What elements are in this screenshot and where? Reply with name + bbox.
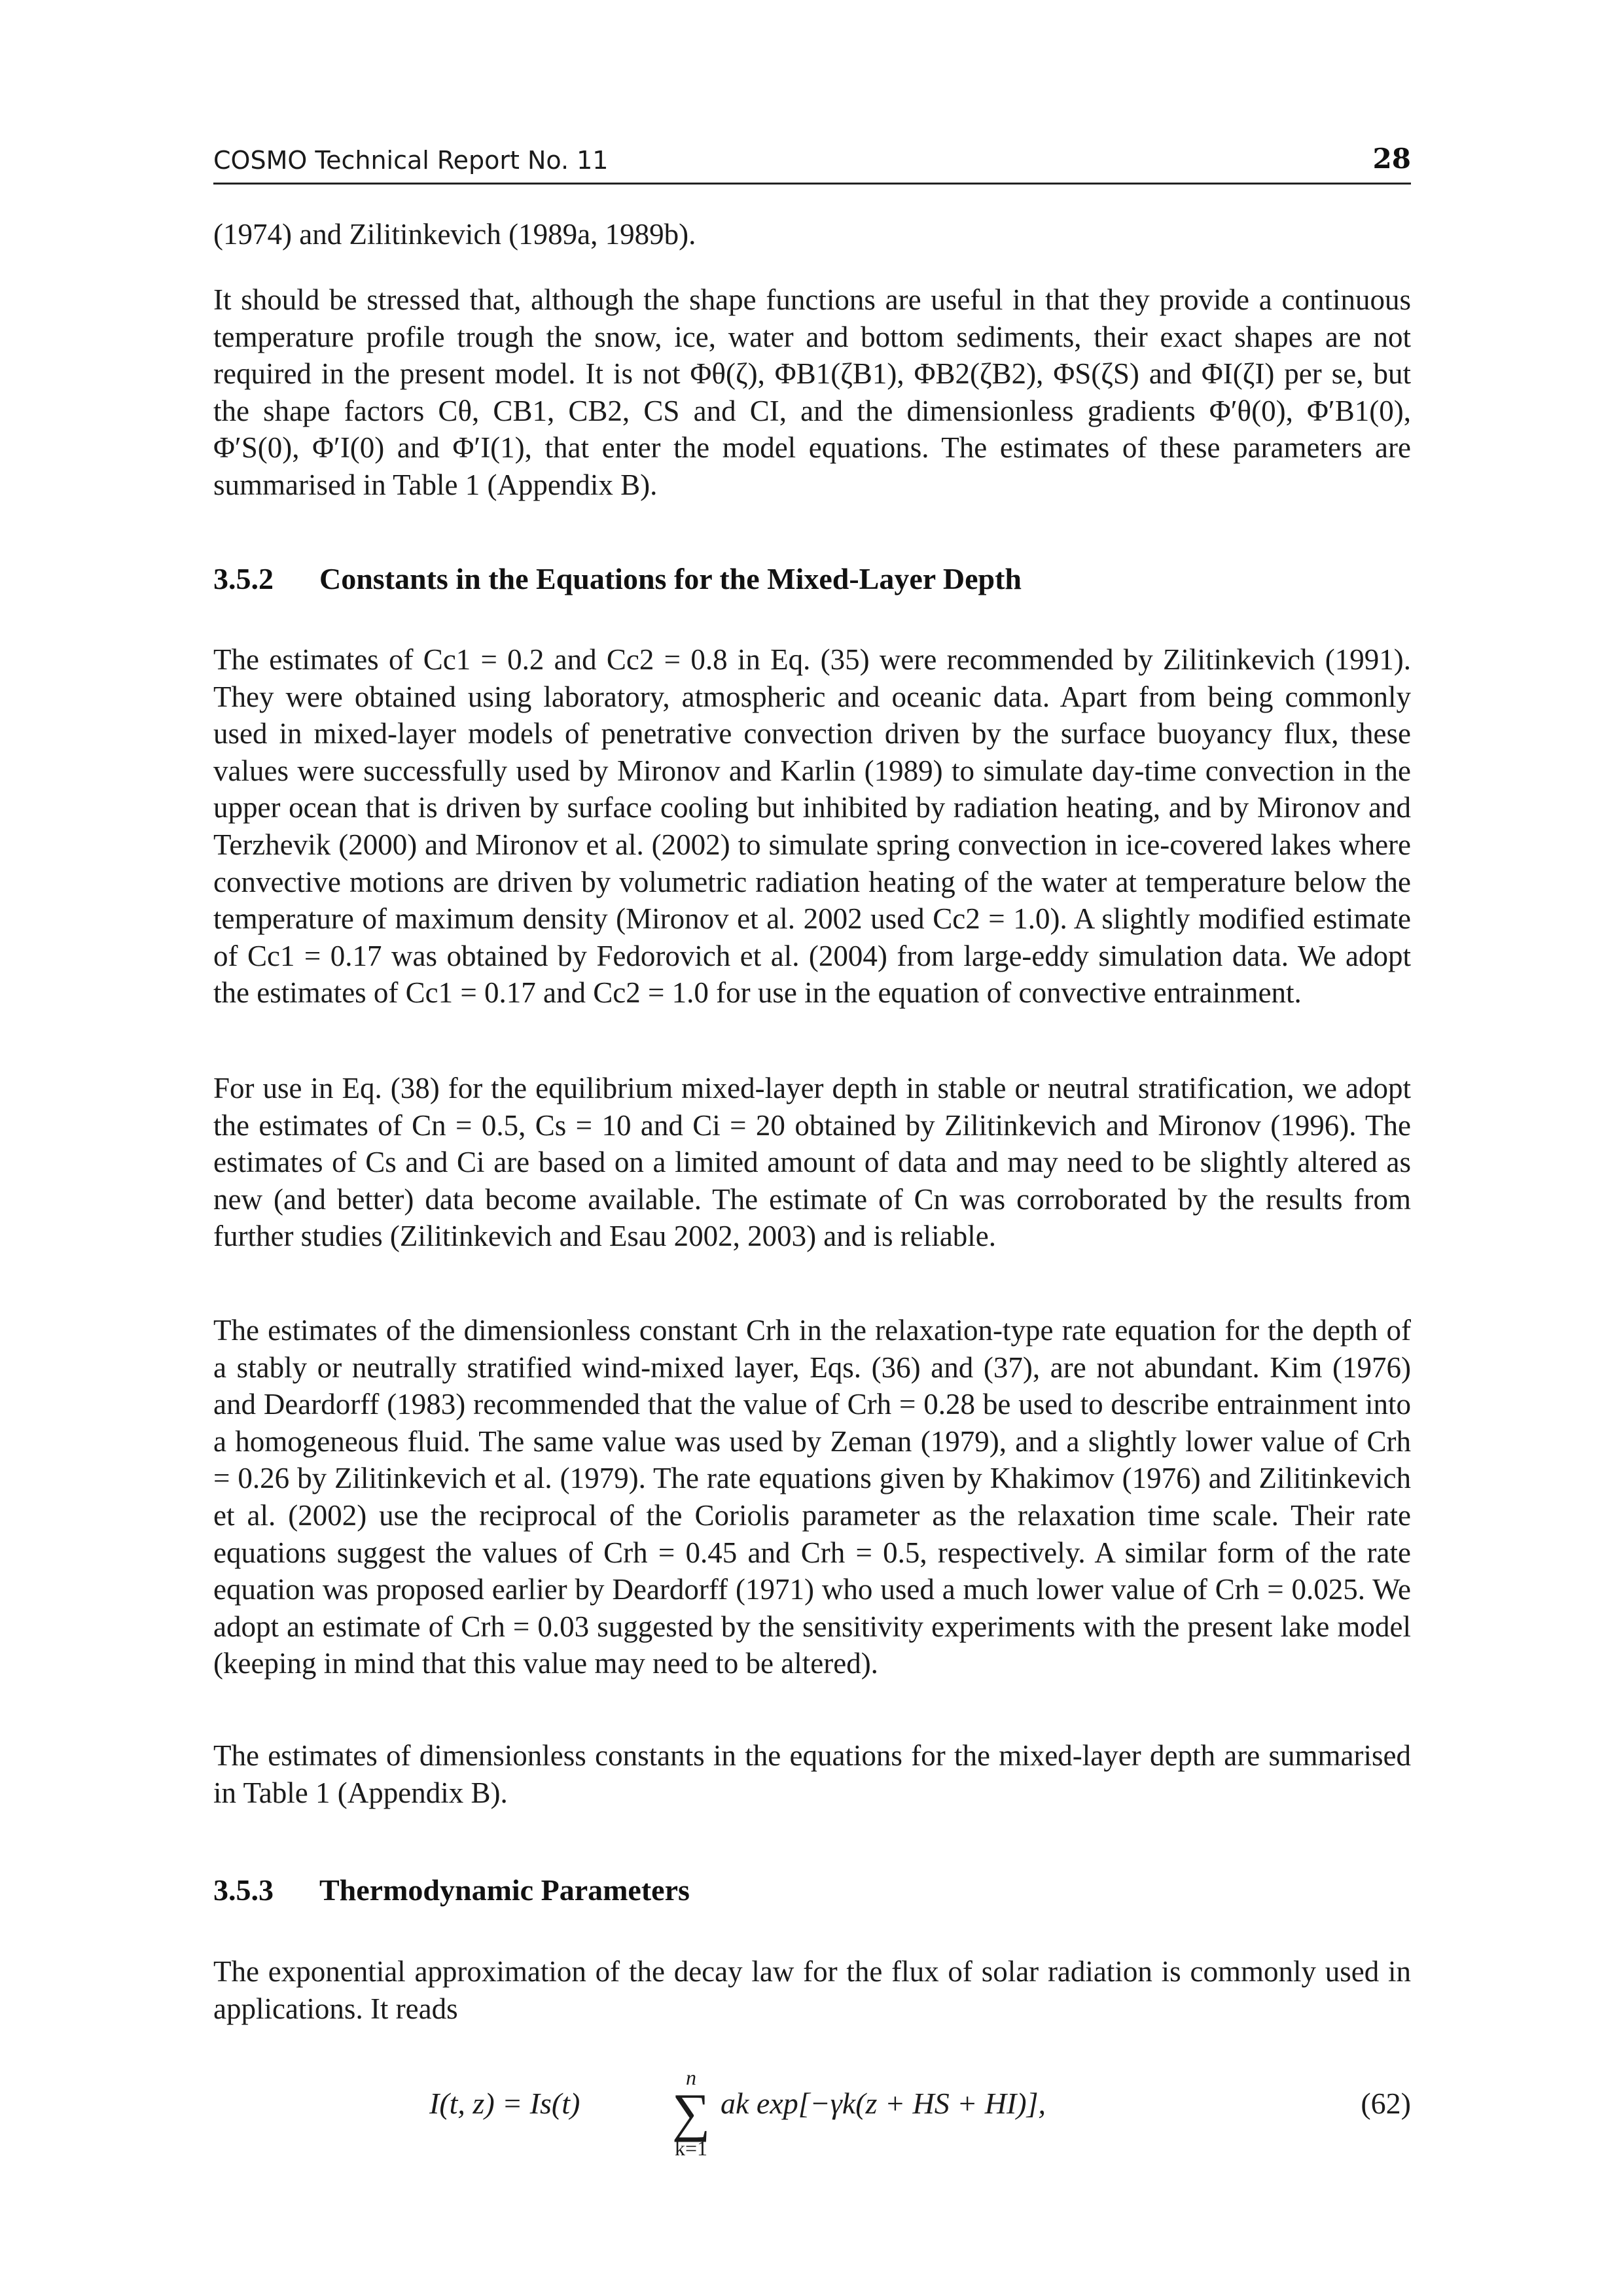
page-number: 28	[1372, 143, 1411, 175]
equation-number: (62)	[1361, 2087, 1411, 2120]
paragraph-1-text: (1974) and Zilitinkevich (1989a, 1989b).	[213, 218, 696, 251]
section-title: Thermodynamic Parameters	[319, 1873, 690, 1907]
paragraph-5	[213, 1312, 1411, 1682]
section-number: 3.5.2	[213, 562, 274, 595]
summation-upper-limit: n	[686, 2066, 696, 2089]
paragraph-2-text: It should be stressed that, although the shape functions are useful in that they provide a continuous temperature profile trough the snow, ice, water and bottom sediments, their exact shapes are not required in the present model. It is not Φθ(ζ), ΦB1(ζB1), ΦB2(ζB2), ΦS(ζS) and ΦI(ζI) per se, but the shape factors Cθ, CB1, CB2, CS and CI, and the dimensionless gradients Φ′θ(0), Φ′B1(0), Φ′S(0), Φ′I(0) and Φ′I(1), that enter the model equations. The estimates of these parameters are summarised in Table 1 (Appendix B).	[213, 283, 1411, 501]
paragraph-3	[213, 641, 1411, 1012]
equation-lhs: I(t, z) = Is(t)	[429, 2087, 580, 2120]
paragraph-5-text: The estimates of the dimensionless constant Crh in the relaxation-type rate equation for the depth of a stably or neutrally stratified wind-mixed layer, Eqs. (36) and (37), are not abundant. Kim (1976) and Deardorff (1983) recommended that the value of Crh = 0.28 be used to describe entrainment into a homogeneous fluid. The same value was used by Zeman (1979), and a slightly lower value of Crh = 0.26 by Zilitinkevich et al. (1979). The rate equations given by Khakimov (1976) and Zilitinkevich et al. (2002) use the reciprocal of the Coriolis parameter as the relaxation time scale. Their rate equations suggest the values of Crh = 0.45 and Crh = 0.5, respectively. A similar form of the rate equation was proposed earlier by Deardorff (1971) who used a much lower value of Crh = 0.025. We adopt an estimate of Crh = 0.03 suggested by the sensitivity experiments with the present lake model (keeping in mind that this value may need to be altered).	[213, 1314, 1411, 1680]
equation-body	[429, 2066, 1084, 2160]
paragraph-2	[213, 281, 1411, 504]
paragraph-4	[213, 1070, 1411, 1255]
section-heading-3-5-2	[213, 561, 1411, 596]
paragraph-1	[213, 216, 1411, 253]
paragraph-6-text: The estimates of dimensionless constants in the equations for the mixed-layer depth are summarised in Table 1 (Appendix B).	[213, 1739, 1411, 1809]
running-header	[213, 134, 1411, 185]
report-title: COSMO Technical Report No. 11	[213, 146, 609, 175]
summation	[665, 2066, 717, 2159]
paragraph-6	[213, 1737, 1411, 1811]
section-title: Constants in the Equations for the Mixed-Layer Depth	[319, 562, 1022, 595]
equation-rhs: ak exp[−γk(z + HS + HI)],	[721, 2087, 1046, 2120]
section-number: 3.5.3	[213, 1873, 274, 1907]
paragraph-3-text: The estimates of Cc1 = 0.2 and Cc2 = 0.8 in Eq. (35) were recommended by Zilitinkevich (1991). They were obtained using laboratory, atmospheric and oceanic data. Apart from being commonly used in mixed-layer models of penetrative convection driven by the surface buoyancy flux, these values were successfully used by Mironov and Karlin (1989) to simulate day-time convection in the upper ocean that is driven by surface cooling but inhibited by radiation heating, and by Mironov and Terzhevik (2000) and Mironov et al. (2002) to simulate spring convection in ice-covered lakes where convective motions are driven by volumetric radiation heating of the water at temperature below the temperature of maximum density (Mironov et al. 2002 used Cc2 = 1.0). A slightly modified estimate of Cc1 = 0.17 was obtained by Fedorovich et al. (2004) from large-eddy simulation data. We adopt the estimates of Cc1 = 0.17 and Cc2 = 1.0 for use in the equation of convective entrainment.	[213, 643, 1411, 1010]
equation-62	[213, 2066, 1411, 2160]
paragraph-7	[213, 1953, 1411, 2027]
summation-lower-limit: k=1	[674, 2136, 708, 2160]
paragraph-4-text: For use in Eq. (38) for the equilibrium mixed-layer depth in stable or neutral stratification, we adopt the estimates of Cn = 0.5, Cs = 10 and Ci = 20 obtained by Zilitinkevich and Mironov (1996). The estimates of Cs and Ci are based on a limited amount of data and may need to be slightly altered as new (and better) data become available. The estimate of Cn was corroborated by the results from further studies (Zilitinkevich and Esau 2002, 2003) and is reliable.	[213, 1072, 1411, 1253]
summation-symbol: ∑	[671, 2083, 711, 2142]
paragraph-7-text: The exponential approximation of the decay law for the flux of solar radiation is commonly used in applications. It reads	[213, 1955, 1411, 2025]
section-heading-3-5-3	[213, 1873, 1411, 1907]
